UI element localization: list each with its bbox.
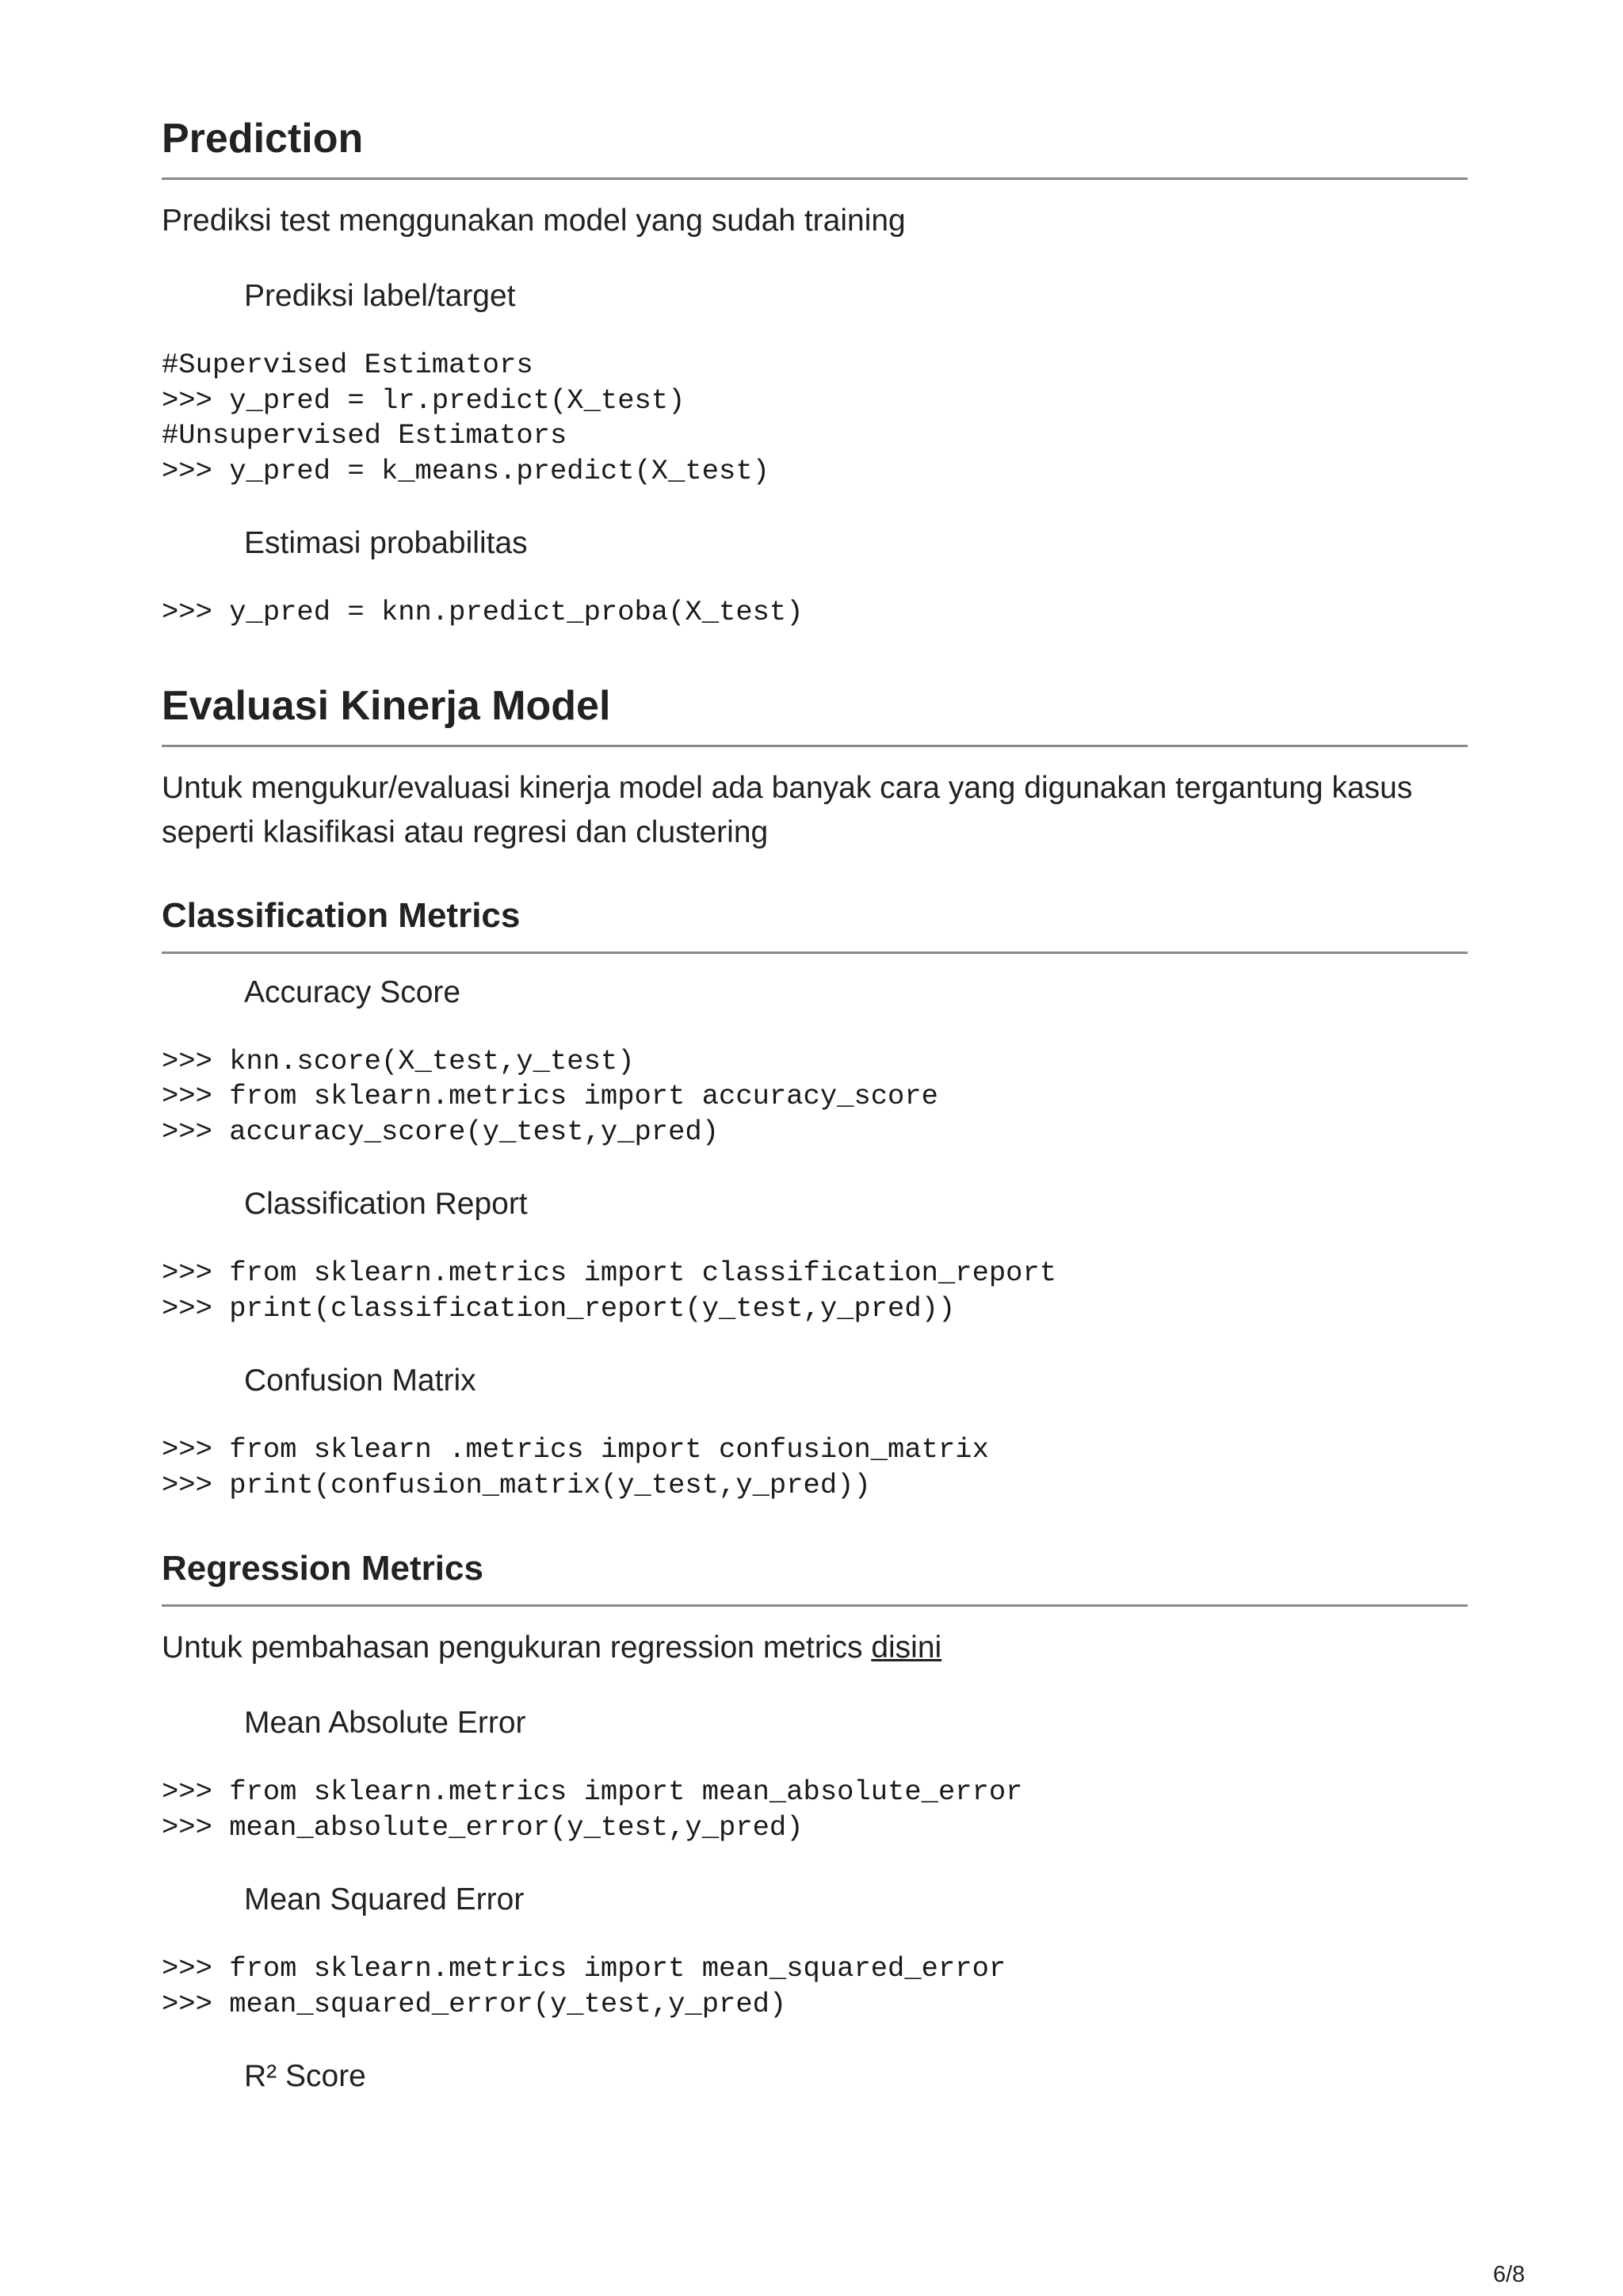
section-heading-prediction: Prediction [162, 116, 364, 162]
code-block-confusion-matrix: >>> from sklearn .metrics import confusion_matrix >>> print(confusion_matrix(y_test,y_pred)) [162, 1433, 989, 1501]
subheading-mae: Mean Absolute Error [244, 1706, 526, 1740]
evaluasi-intro: Untuk mengukur/evaluasi kinerja model ada banyak cara yang digunakan tergantung kasus seperti klasifikasi atau regresi dan clustering [162, 770, 1413, 849]
subheading-estimasi-probabilitas: Estimasi probabilitas [244, 526, 528, 560]
code-block-mse: >>> from sklearn.metrics import mean_squared_error >>> mean_squared_error(y_test,y_pred) [162, 1952, 1006, 2020]
code-block-predict-proba: >>> y_pred = knn.predict_proba(X_test) [162, 596, 804, 628]
section-heading-regression: Regression Metrics [162, 1549, 483, 1588]
subheading-accuracy-score: Accuracy Score [244, 974, 461, 1009]
code-block-accuracy: >>> knn.score(X_test,y_test) >>> from sklearn.metrics import accuracy_score >>> accuracy_score(y_test,y_pred) [162, 1044, 938, 1148]
disini-link[interactable]: disini [871, 1630, 942, 1665]
regression-intro [162, 1626, 1468, 1670]
prediction-intro: Prediksi test menggunakan model yang sudah training [162, 204, 906, 238]
subheading-prediksi-label: Prediksi label/target [244, 279, 516, 313]
regression-intro-text: Untuk pembahasan pengukuran regression metrics [162, 1630, 872, 1665]
subheading-r2-score: R² Score [244, 2059, 366, 2093]
subheading-classification-report: Classification Report [244, 1187, 528, 1221]
page-number: 6/8 [1493, 2262, 1526, 2287]
section-heading-classification: Classification Metrics [162, 895, 521, 935]
code-block-classification-report: >>> from sklearn.metrics import classification_report >>> print(classification_report(y_test,y_pred)) [162, 1257, 1057, 1325]
code-block-predict: #Supervised Estimators >>> y_pred = lr.predict(X_test) #Unsupervised Estimators >>> y_pred = k_means.predict(X_test) [162, 349, 769, 487]
document-page [162, 0, 1468, 2096]
section-heading-evaluasi: Evaluasi Kinerja Model [162, 682, 611, 729]
code-block-mae: >>> from sklearn.metrics import mean_absolute_error >>> mean_absolute_error(y_test,y_pred) [162, 1775, 1023, 1844]
subheading-mse: Mean Squared Error [244, 1882, 525, 1917]
subheading-confusion-matrix: Confusion Matrix [244, 1363, 476, 1398]
